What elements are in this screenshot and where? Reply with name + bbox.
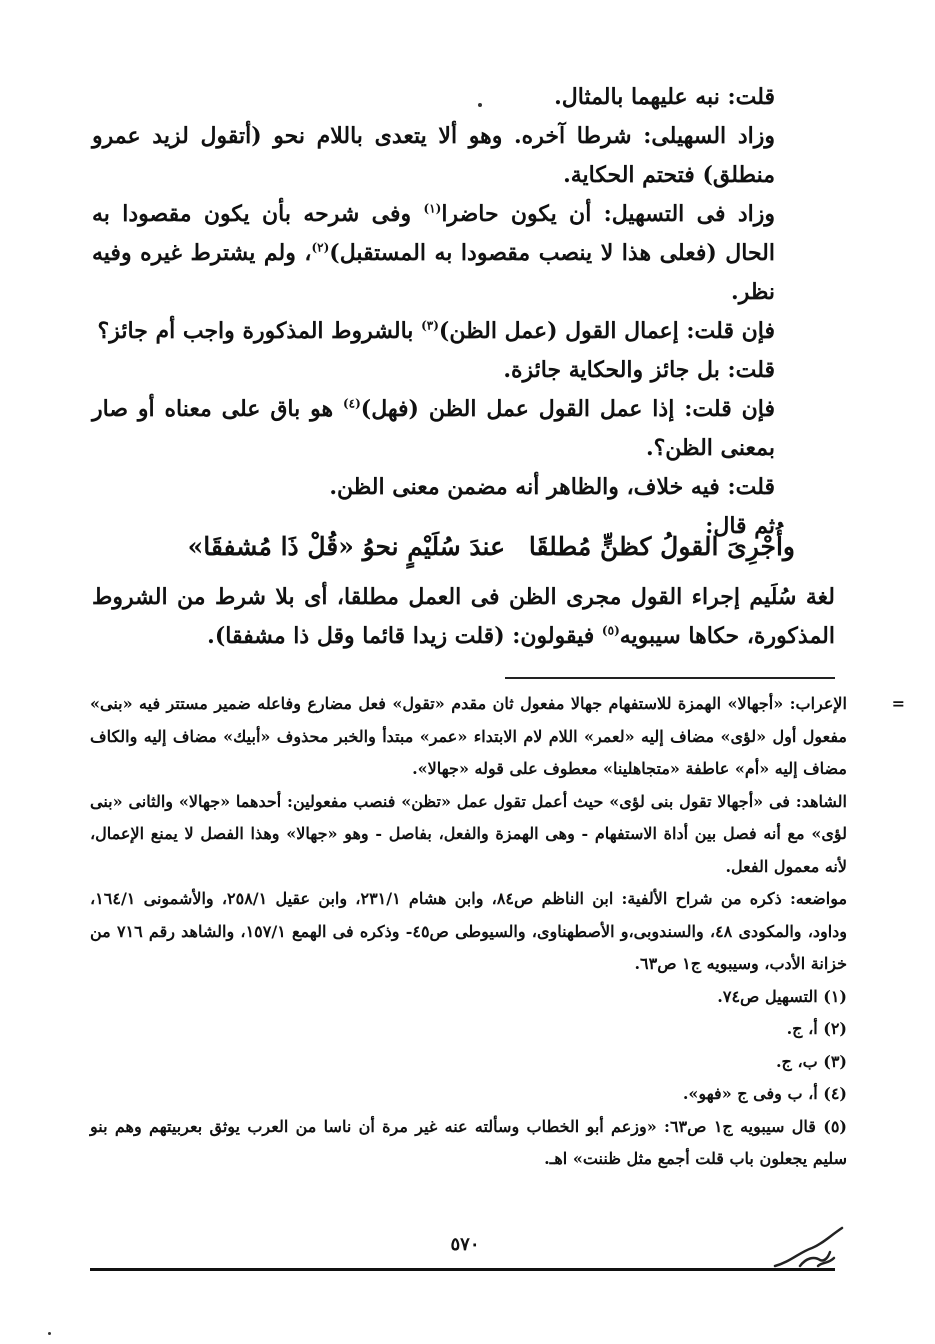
footnotes — [90, 688, 905, 1176]
footnote-5: (٥) قال سيبويه ج١ ص٦٣: «وزعم أبو الخطاب وسألته عنه غير مرة أن ناسا من العرب يوثق بعربيتهم وهم بنو سليم يجعلون باب قلت أجمع مثل ظننت» اهـ. — [90, 1116, 847, 1168]
paragraph-3-b: وفى شرحه بأن يكون مقصودا به الحال (فعلى هذا لا ينصب مقصودا به المستقبل) — [92, 201, 775, 266]
paragraph-1: قلت: نبه عليهما بالمثال. — [554, 84, 775, 110]
note-shahid: الشاهد: فى «أجهالا تقول بنى لؤى» حيث أعمل تقول عمل «تظن» فنصب مفعولين: أحدهما «جهالا» والثانى «بنى لؤى» مع أنه فصل بين أداة الاستفهام - وهى الهمزة والفعل، بفاصل - وهو «جهالا» وهذا الفصل لا يمنع الإعمال، لأنه معمول الفعل. — [90, 791, 847, 876]
footnote-separator — [505, 677, 835, 679]
paragraph-3 — [92, 195, 835, 312]
paragraph-6-b: هو باق على معناه أو صار بمعنى الظن؟. — [92, 396, 775, 461]
flourish-ornament-icon — [770, 1222, 850, 1272]
paragraph-9-a: لغة سُلَيم إجراء القول مجرى الظن فى العمل مطلقا، أى بلا شرط من الشروط المذكورة، حكاها سيبويه — [92, 584, 835, 649]
footnote-2: (٢) أ، ج. — [786, 1019, 847, 1038]
paragraph-2: وزاد السهيلى: شرطا آخره. وهو ألا يتعدى باللام نحو (أتقول لزيد عمرو منطلق) فتحتم الحكاية. — [92, 123, 775, 188]
paragraph-8: ثم قال: — [705, 513, 775, 539]
verse-hemistich-1: وأُجْرِىَ القولُ كظنٍّ مُطلقَا — [528, 532, 795, 561]
paragraph-4 — [92, 312, 835, 351]
paragraph-4-b: بالشروط المذكورة واجب أم جائز؟ — [97, 318, 422, 344]
note-irab: الإعراب: «أجهالا» الهمزة للاستفهام جهالا مفعول ثان مقدم «تقول» فعل مضارع وفاعله ضمير مستتر فيه «بنى» مفعول أول «لؤى» مضاف إليه «لعمر» اللام لام الابتداء «عمر» مبتدأ والخبر محذوف «أبيك» مضاف إليه والكاف مضاف إليه «أم» عاطفة «متجاهلينا» معطوف على قوله «جهالا». — [90, 694, 847, 778]
verse — [150, 532, 835, 576]
paragraph-9 — [92, 578, 835, 656]
bottom-rule — [90, 1268, 835, 1271]
footnote-1: (١) التسهيل ص٧٤. — [717, 986, 847, 1006]
print-speck — [478, 103, 482, 107]
paragraph-4-a: فإن قلت: إعمال القول (عمل الظن) — [438, 318, 775, 344]
main-text — [92, 78, 835, 546]
commentary-text — [92, 578, 835, 656]
print-speck — [48, 1332, 51, 1335]
page-number: ٥٧٠ — [450, 1234, 480, 1255]
continuation-mark: = — [891, 694, 905, 713]
footnote-ref-5: (٥) — [601, 623, 620, 638]
footnote-ref-4: (٤) — [342, 396, 361, 411]
paragraph-7: قلت: فيه خلاف، والظاهر أنه مضمن معنى الظن. — [329, 474, 775, 500]
paragraph-3-c: ، ولم يشترط غيره وفيه نظر. — [92, 240, 775, 305]
footnote-ref-2: (٢) — [311, 240, 330, 255]
footnote-4: (٤) أ، ب وفى ج «فهو». — [682, 1084, 847, 1103]
paragraph-5: قلت: بل جائز والحكاية جائزة. — [503, 357, 775, 383]
paragraph-9-b: فيقولون: (قلت زيدا قائما وقل ذا مشفقا). — [207, 623, 602, 649]
footnote-3: (٣) ب، ج. — [775, 1051, 847, 1071]
paragraph-6 — [92, 390, 835, 468]
footnote-ref-3: (٣) — [421, 318, 439, 333]
footnote-ref-1: (١) — [423, 201, 442, 216]
verse-hemistich-2: عندَ سُلَيْمٍ نحوُ «قُلْ ذَا مُشفقَا» — [187, 532, 505, 561]
note-mawadi: مواضعه: ذكره من شراح الألفية: ابن الناظم ص٨٤، وابن هشام ٢٣١/١، وابن عقيل ٢٥٨/١، والأشمونى ١٦٤/١، وداود، والمكودى ٤٨، والسندوبى،و الأصطهناوى، والسيوطى ص٤٥- وذكره فى الهمع ١٥٧/١، والشاهد رقم ٧١٦ من خزانة الأدب، وسيبويه ج١ ص٦٣. — [90, 889, 848, 973]
paragraph-6-a: فإن قلت: إذا عمل القول عمل الظن (فهل) — [360, 396, 776, 422]
paragraph-3-a: وزاد فى التسهيل: أن يكون حاضرا — [441, 201, 775, 227]
